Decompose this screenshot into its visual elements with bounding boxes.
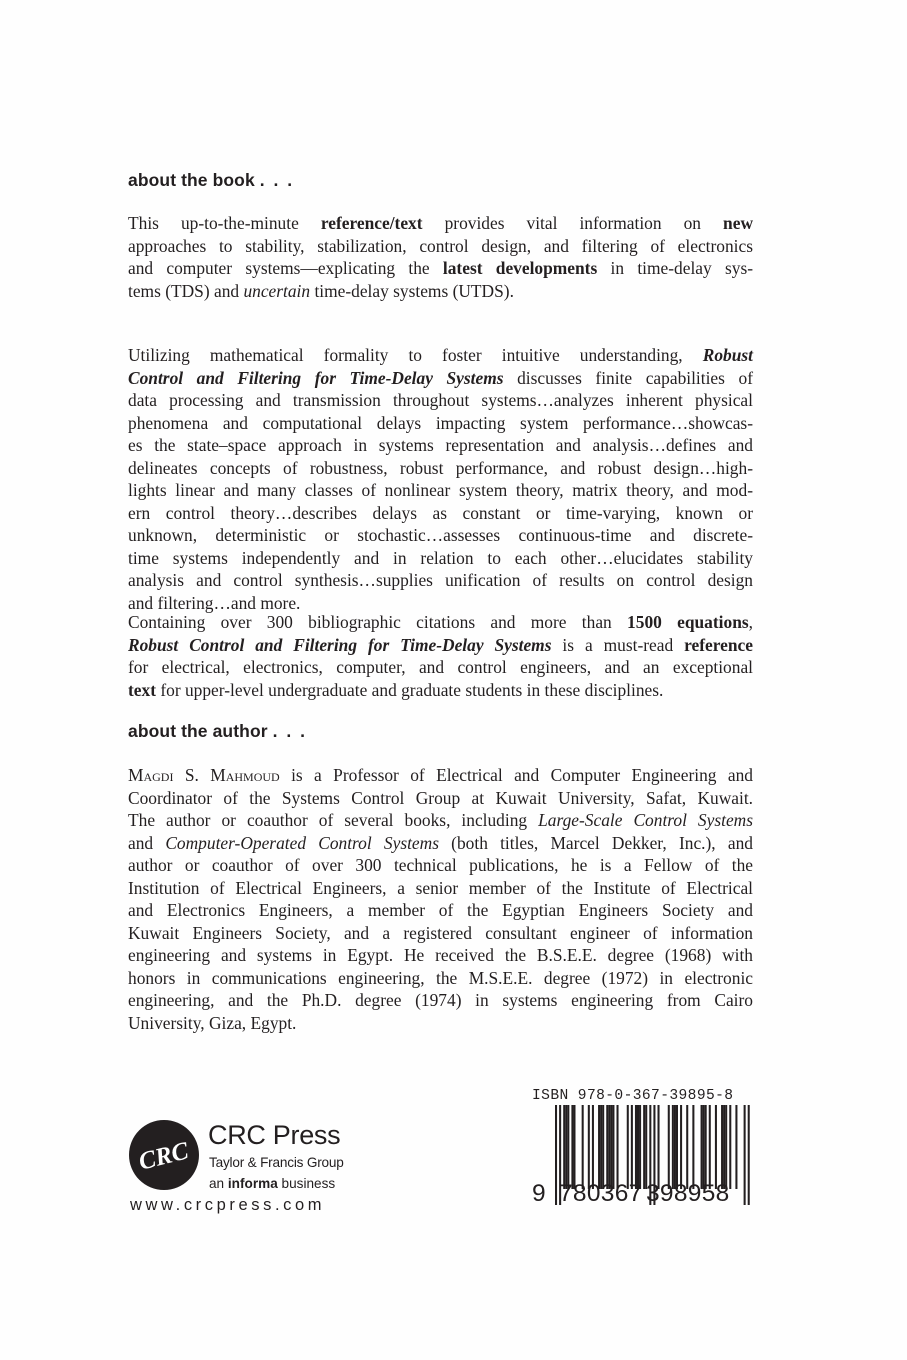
- text-run: engineering and systems in Egypt. He received the B.S.E.E. degree (1968) with: [128, 945, 753, 965]
- text-line: [128, 1012, 753, 1035]
- text-line: [128, 479, 753, 502]
- text-run: ,: [748, 612, 753, 632]
- isbn-label: ISBN 978-0-367-39895-8: [532, 1088, 734, 1104]
- text-line: [128, 854, 753, 877]
- text-run: and filtering…and more.: [128, 592, 301, 613]
- text-line: [128, 922, 753, 945]
- text-line: [128, 524, 753, 547]
- text-run: discusses finite capabilities of: [503, 367, 753, 388]
- crc-logo-icon: [129, 1120, 199, 1190]
- about-book-heading-text: about the book: [128, 170, 255, 190]
- text-run: data processing and transmission throughout systems…analyzes inherent physical: [128, 390, 753, 410]
- text-line: [128, 764, 753, 787]
- text-line: [128, 611, 753, 634]
- text-line: [128, 457, 753, 480]
- text-run: The author or coauthor of several books, including: [128, 810, 539, 830]
- text-line: [128, 367, 753, 390]
- text-run: latest developments: [442, 258, 598, 278]
- text-run: engineering, and the Ph.D. degree (1974) in systems engineering from Cairo: [128, 990, 753, 1010]
- text-run: Robust: [702, 345, 753, 365]
- text-run: and Electronics Engineers, a member of the Egyptian Engineers Society and: [128, 900, 753, 920]
- barcode-digits-right: 398958: [646, 1180, 730, 1207]
- text-line: [128, 434, 753, 457]
- text-line: [128, 967, 753, 990]
- text-line: [128, 634, 753, 657]
- text-run: reference: [684, 634, 753, 655]
- publisher-business-line: [209, 1176, 335, 1191]
- text-run: is a must-read: [551, 634, 685, 655]
- publisher-name: CRC Press: [208, 1120, 341, 1150]
- svg-text:CRC: CRC: [136, 1137, 192, 1176]
- text-run: es the state–space approach in systems representation and analysis…defines and: [128, 435, 753, 455]
- text-run: text: [128, 679, 156, 700]
- text-line: [128, 257, 753, 280]
- text-line: [128, 547, 753, 570]
- text-run: ern control theory…describes delays as constant or time-varying, known or: [128, 502, 753, 523]
- text-run: Magdi S. Mahmoud: [128, 765, 280, 785]
- text-run: for upper-level undergraduate and graduate students in these disciplines.: [156, 679, 664, 700]
- text-line: [128, 235, 753, 258]
- text-run: reference/text: [320, 213, 423, 233]
- text-line: [128, 899, 753, 922]
- crc-logo-glyph: [129, 1120, 199, 1190]
- text-run: time systems independently and in relation to each other…elucidates stability: [128, 547, 753, 568]
- text-run: This up-to-the-minute: [128, 213, 321, 233]
- text-run: Utilizing mathematical formality to foster intuitive understanding,: [128, 345, 703, 365]
- text-run: is a Professor of Electrical and Computer Engineering and: [279, 765, 753, 785]
- publisher-logo-block: [128, 1118, 368, 1218]
- text-line: [128, 832, 753, 855]
- text-line: [128, 212, 753, 235]
- about-author-paragraph: [128, 764, 753, 1034]
- text-run: lights linear and many classes of nonlinear system theory, matrix theory, and mod-: [128, 480, 753, 500]
- about-author-heading-text: about the author: [128, 721, 268, 741]
- text-run: in time-delay sys-: [597, 258, 753, 278]
- text-run: new: [723, 213, 753, 233]
- text-line: [128, 344, 753, 367]
- text-run: uncertain: [243, 280, 311, 301]
- text-line: [128, 944, 753, 967]
- text-run: phenomena and computational delays impacting system performance…showcas-: [128, 412, 753, 433]
- barcode-digits-left: 780367: [559, 1180, 643, 1207]
- text-line: [128, 989, 753, 1012]
- business-brand: informa: [227, 1176, 278, 1191]
- text-run: delineates concepts of robustness, robust performance, and robust design…high-: [128, 457, 753, 478]
- business-prefix: an: [209, 1176, 228, 1191]
- text-line: [128, 569, 753, 592]
- publisher-group: Taylor & Francis Group: [209, 1155, 344, 1170]
- text-run: for electrical, electronics, computer, and control engineers, and an exceptional: [128, 657, 753, 677]
- text-run: honors in communications engineering, the M.S.E.E. degree (1972) in electronic: [128, 967, 753, 988]
- text-run: Kuwait Engineers Society, and a registered consultant engineer of information: [128, 922, 753, 943]
- text-line: [128, 280, 753, 303]
- text-line: [128, 412, 753, 435]
- text-run: Control and Filtering for Time-Delay Systems: [128, 367, 504, 388]
- about-book-paragraph-2: [128, 344, 753, 614]
- text-line: [128, 389, 753, 412]
- isbn-barcode: [532, 1088, 758, 1220]
- text-run: Large-Scale Control Systems: [538, 810, 753, 830]
- heading-ellipsis: . . .: [259, 170, 295, 190]
- text-run: Robust Control and Filtering for Time-Delay Systems: [128, 634, 552, 655]
- text-line: [128, 787, 753, 810]
- text-run: author or coauthor of over 300 technical publications, he is a Fellow of the: [128, 855, 753, 875]
- text-run: time-delay systems (UTDS).: [310, 280, 514, 301]
- text-run: Computer-Operated Control Systems: [165, 832, 439, 853]
- text-run: Coordinator of the Systems Control Group at Kuwait University, Safat, Kuwait.: [128, 787, 753, 808]
- about-author-heading: [128, 721, 307, 742]
- text-run: and: [128, 832, 166, 853]
- barcode-digit-first: 9: [532, 1180, 546, 1207]
- business-suffix: business: [277, 1176, 336, 1191]
- text-run: (both titles, Marcel Dekker, Inc.), and: [438, 832, 753, 853]
- text-run: unknown, deterministic or stochastic…assesses continuous-time and discrete-: [128, 525, 753, 545]
- text-run: approaches to stability, stabilization, control design, and filtering of electronics: [128, 235, 753, 256]
- text-run: University, Giza, Egypt.: [128, 1012, 297, 1033]
- text-line: [128, 877, 753, 900]
- text-line: [128, 656, 753, 679]
- text-line: [128, 502, 753, 525]
- text-run: Institution of Electrical Engineers, a senior member of the Institute of Electrical: [128, 877, 753, 898]
- about-book-paragraph-1: [128, 212, 753, 302]
- text-line: [128, 809, 753, 832]
- text-run: and computer systems—explicating the: [128, 258, 443, 278]
- text-run: provides vital information on: [422, 213, 724, 233]
- text-run: analysis and control synthesis…supplies unification of results on control design: [128, 570, 753, 590]
- text-line: [128, 679, 753, 702]
- text-run: tems (TDS) and: [128, 280, 244, 301]
- publisher-url: www.crcpress.com: [130, 1196, 326, 1214]
- about-book-paragraph-3: [128, 611, 753, 701]
- text-run: 1500 equations: [627, 612, 749, 632]
- text-run: Containing over 300 bibliographic citations and more than: [128, 612, 628, 632]
- heading-ellipsis: . . .: [272, 721, 307, 741]
- about-book-heading: [128, 170, 294, 191]
